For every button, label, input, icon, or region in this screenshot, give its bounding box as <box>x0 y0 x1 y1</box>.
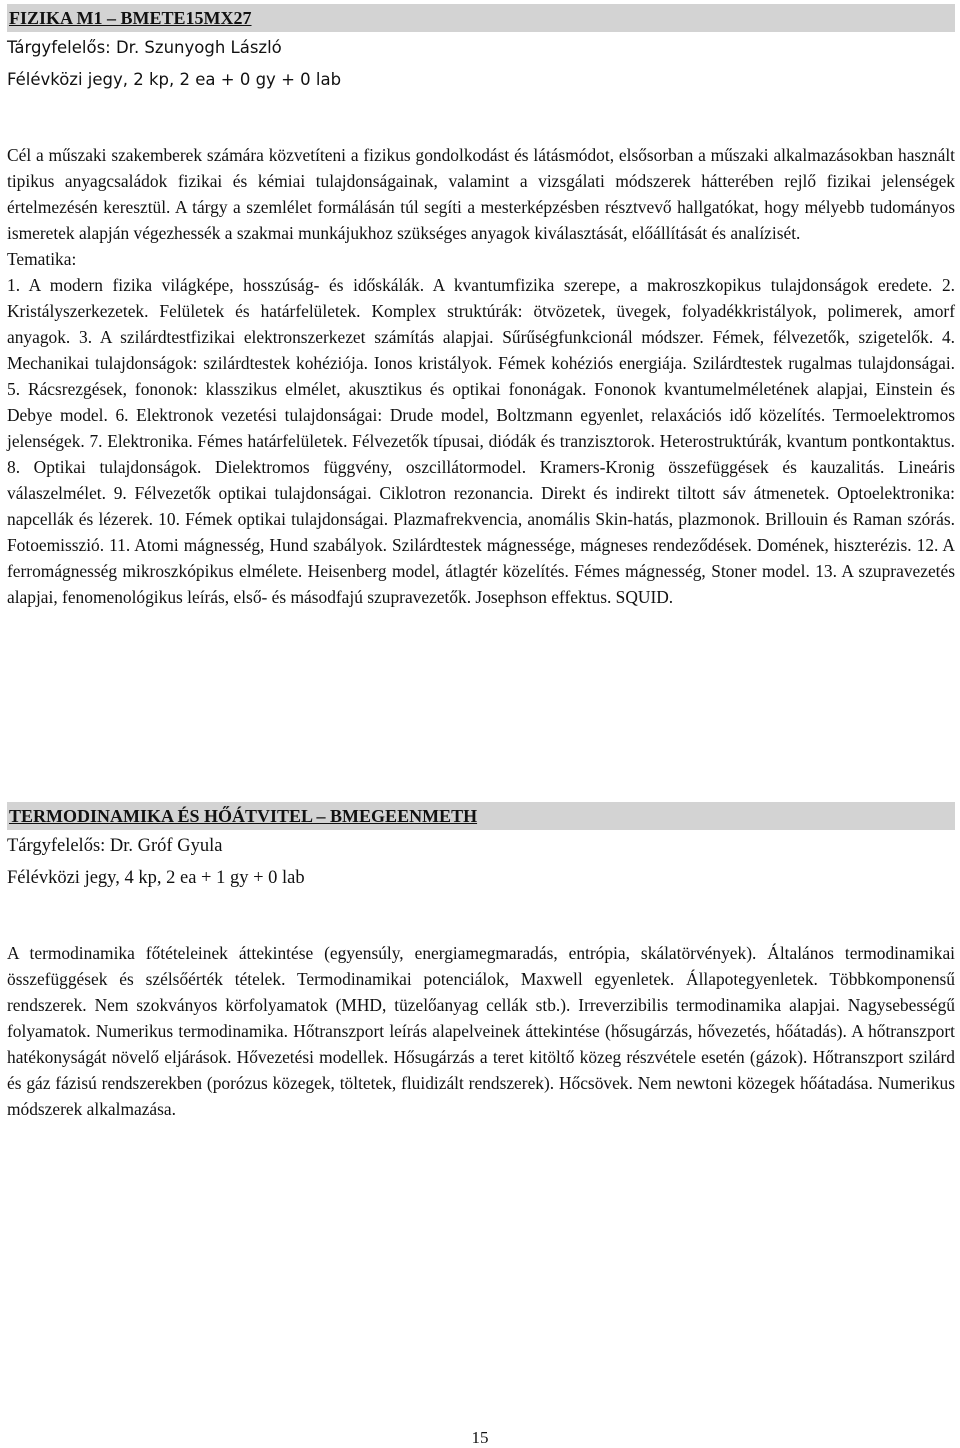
course-section-termodinamika <box>7 802 955 1122</box>
course-credits: Félévközi jegy, 2 kp, 2 ea + 0 gy + 0 lab <box>7 70 342 89</box>
course-section-fizika <box>7 4 955 610</box>
course-credits: Félévközi jegy, 4 kp, 2 ea + 1 gy + 0 lab <box>7 868 305 888</box>
course-responsible: Tárgyfelelős: Dr. Gróf Gyula <box>7 836 223 856</box>
course-description: A termodinamika főtételeinek áttekintése (egyensúly, energiamegmaradás, entrópia, skálatörvények). Általános termodinamikai összefüggések és szélsőérték tételek. Termodinamikai potenciálok, Maxwell egyenletek. Állapotegyenletek. Többkomponensű rendszerek. Nem szokványos körfolyamatok (MHD, tüzelőanyag cellák stb.). Irreverzibilis termodinamika alapjai. Nagysebességű folyamatok. Numerikus termodinamika. Hőtranszport leírás alapelveinek áttekintése (hősugárzás, hővezetés, hőátadás). A hőtranszport hatékonyságát növelő eljárások. Hővezetési modellek. Hősugárzás a teret kitöltő közeg részvétele esetén (gázok). Hőtranszport szilárd és gáz fázisú rendszerekben (porózus közegek, töltetek, fluidizált rendszerek). Hőcsövek. Nem newtoni közegek hőátadása. Numerikus módszerek alkalmazása. <box>7 943 955 1119</box>
course-responsible: Tárgyfelelős: Dr. Szunyogh László <box>7 38 282 57</box>
spacer <box>7 894 955 940</box>
course-description: Cél a műszaki szakemberek számára közvetíteni a fizikus gondolkodást és látásmódot, elsősorban a műszaki alkalmazásokban használt tipikus anyagcsaládok fizikai és kémiai tulajdonságainak, valamint a vizsgálati módszerek hátterében rejlő fizikai jelenségek értelmezésén keresztül. A tárgy a szemlélet formálásán túl segíti a mesterképzésben résztvevő hallgatókat, hogy mélyebb tudományos ismeretek alapján végezhessék a szakmai munkájukhoz szükséges anyagok kiválasztását, előállítását és analízisét. <box>7 145 955 243</box>
topics-label: Tematika: <box>7 249 77 269</box>
spacer <box>7 96 955 142</box>
topics-list: 1. A modern fizika világképe, hosszúság- és időskálák. A kvantumfizika szerepe, a makroszkopikus tulajdonságok eredete. 2. Kristályszerkezetek. Felületek és határfelületek. Komplex struktúrák: ötvözetek, üvegek, folyadékkristályok, polimerek, amorf anyagok. 3. A szilárdtestfizikai elektronszerkezet számítás alapjai. Sűrűségfunkcionál módszer. Fémek, félvezetők, szigetelők. 4. Mechanikai tulajdonságok: szilárdtestek kohéziója. Ionos kristályok. Fémek kohéziós energiája. Szilárdtestek rugalmas tulajdonságai. 5. Rácsrezgések, fononok: klasszikus elmélet, akusztikus és optikai fononágak. Fononok kvantumelméletének alapjai, Einstein és Debye model. 6. Elektronok vezetési tulajdonságai: Drude model, Boltzmann egyenlet, relaxációs idő közelítés. Termoelektromos jelenségek. 7. Elektronika. Fémes határfelületek. Félvezetők típusai, diódák és tranzisztorok. Heterostruktúrák, kvantum pontkontaktus. 8. Optikai tulajdonságok. Dielektromos függvény, oszcillátormodel. Kramers-Kronig összefüggések és kauzalitás. Lineáris válaszelmélet. 9. Félvezetők optikai tulajdonságai. Ciklotron rezonancia. Direkt és indirekt tiltott sáv átmenetek. Optoelektronika: napcellák és lézerek. 10. Fémek optikai tulajdonságai. Plazmafrekvencia, anomális Skin-hatás, plazmonok. Brillouin és Raman szórás. Fotoemisszió. 11. Atomi mágnesség, Hund szabályok. Szilárdtestek mágnessége, mágneses rendeződések. Domének, hiszterézis. 12. A ferromágnesség mikroszkópikus elmélete. Heisenberg model, átlagtér közelítés. Fémes mágnesség, Stoner model. 13. A szupravezetés alapjai, fenomenológikus leírás, első- és másodfajú szupravezetők. Josephson effektus. SQUID. <box>7 275 955 607</box>
page-number: 15 <box>471 1428 489 1447</box>
course-heading: TERMODINAMIKA ÉS HŐÁTVITEL – BMEGEENMETH <box>7 802 955 830</box>
course-heading: FIZIKA M1 – BMETE15MX27 <box>7 4 955 32</box>
